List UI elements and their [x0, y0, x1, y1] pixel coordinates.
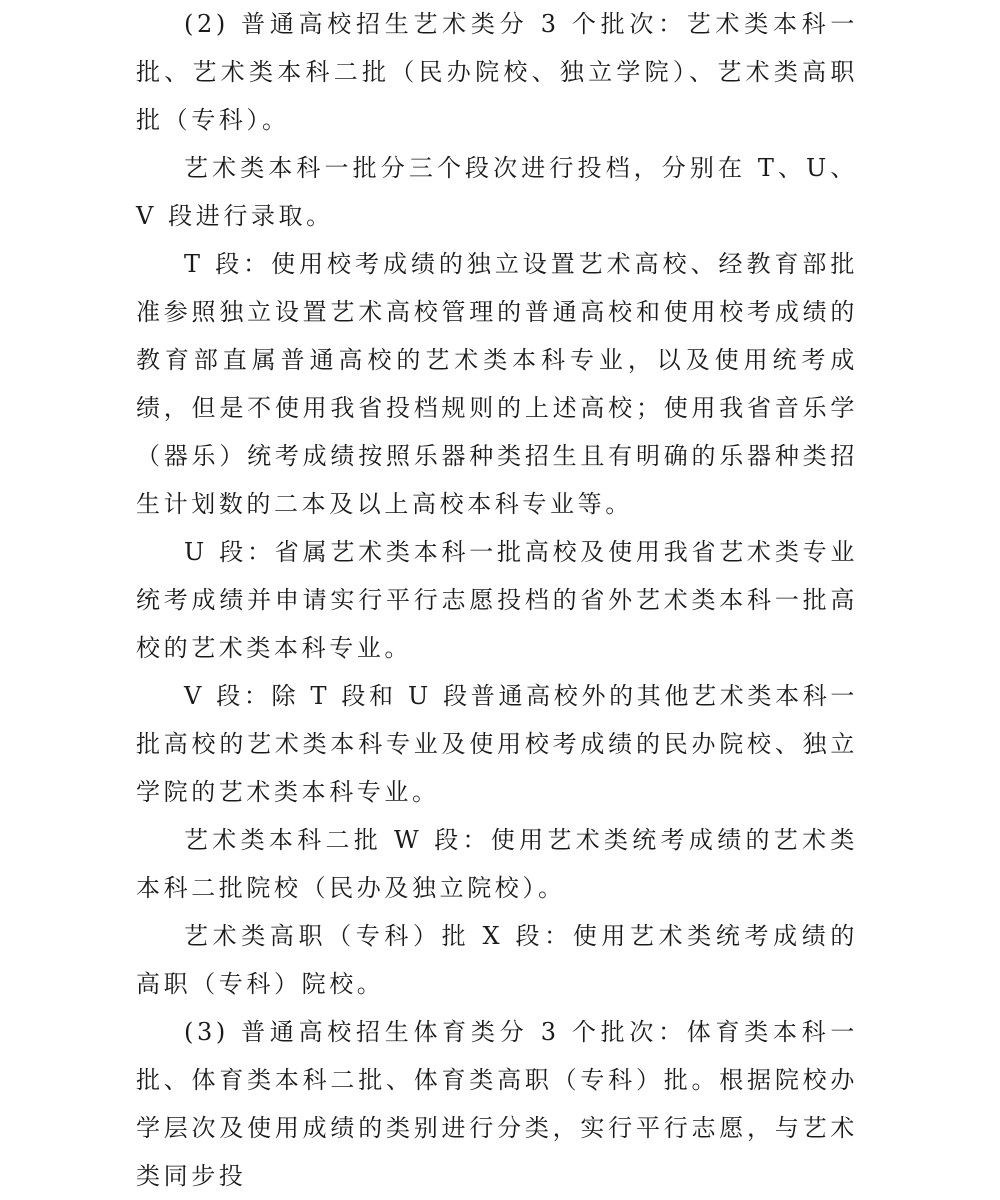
paragraph-v-segment: V 段：除 T 段和 U 段普通高校外的其他艺术类本科一批高校的艺术类本科专业及使用校考成绩的民办院校、独立学院的艺术类本科专业。: [136, 682, 858, 806]
paragraph-u-segment: U 段：省属艺术类本科一批高校及使用我省艺术类专业统考成绩并申请实行平行志愿投档的省外艺术类本科一批高校的艺术类本科专业。: [136, 538, 858, 662]
paragraph-w-segment: 艺术类本科二批 W 段：使用艺术类统考成绩的艺术类本科二批院校（民办及独立院校）。: [136, 826, 858, 902]
paragraph-sports-batches: (3) 普通高校招生体育类分 3 个批次：体育类本科一批、体育类本科二批、体育类高职（专科）批。根据院校办学层次及使用成绩的类别进行分类，实行平行志愿，与艺术类同步投: [136, 1018, 858, 1190]
paragraph-x-segment: 艺术类高职（专科）批 X 段：使用艺术类统考成绩的高职（专科）院校。: [136, 922, 858, 998]
paragraph-art-undergrad-first-batch: 艺术类本科一批分三个段次进行投档，分别在 T、U、V 段进行录取。: [136, 154, 858, 230]
document-page: [136, 0, 858, 1200]
paragraph-t-segment: T 段：使用校考成绩的独立设置艺术高校、经教育部批准参照独立设置艺术高校管理的普通高校和使用校考成绩的教育部直属普通高校的艺术类本科专业，以及使用统考成绩，但是不使用我省投档规则的上述高校；使用我省音乐学（器乐）统考成绩按照乐器种类招生且有明确的乐器种类招生计划数的二本及以上高校本科专业等。: [136, 250, 858, 518]
paragraph-art-batches: (2) 普通高校招生艺术类分 3 个批次：艺术类本科一批、艺术类本科二批（民办院校、独立学院）、艺术类高职批（专科）。: [136, 10, 858, 134]
